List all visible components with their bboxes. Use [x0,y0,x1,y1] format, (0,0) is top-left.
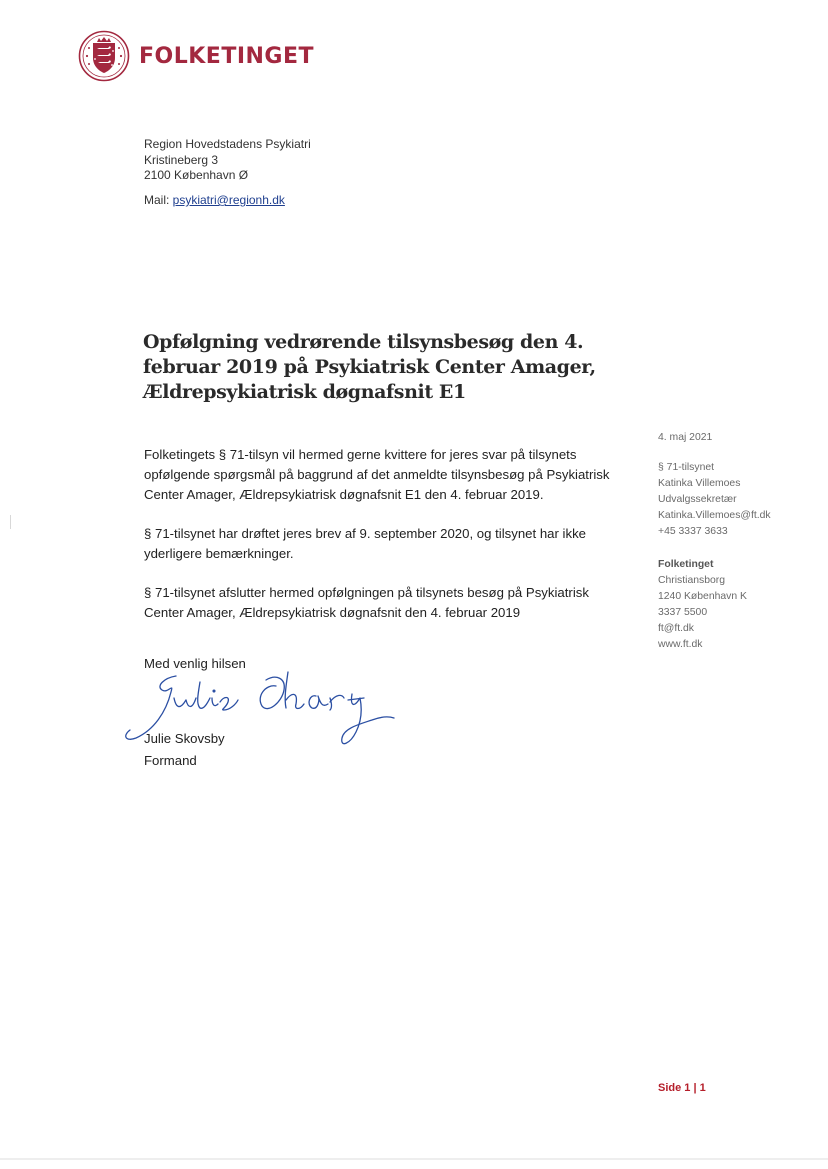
org-line: Christiansborg [658,575,725,586]
org-block [658,557,818,653]
recipient-line: Region Hovedstadens Psykiatri [144,137,311,151]
org-website[interactable]: www.ft.dk [658,639,703,650]
contact-block [658,460,818,540]
letter-date: 4. maj 2021 [658,432,713,443]
folketinget-logo [78,30,314,82]
org-email[interactable]: ft@ft.dk [658,623,694,634]
body-paragraph: Folketingets § 71-tilsyn vil hermed gerne kvittere for jeres svar på tilsynets opfølgende spørgsmål på baggrund af det anmeldte tilsynsbesøg på Psykiatrisk Center Amager, Ældrepsykiatrisk døgnafsnit E1 den 4. februar 2019. [144,447,610,502]
recipient-line: Kristineberg 3 [144,152,219,167]
org-name-heading: FOLKETINGET [139,43,315,69]
coat-of-arms-icon [78,30,130,82]
signer-name: Julie Skovsby [144,731,225,746]
org-phone: 3337 5500 [658,607,708,618]
body-paragraph: § 71-tilsynet afslutter hermed opfølgningen på tilsynets besøg på Psykiatrisk Center Amager, Ældrepsykiatrisk døgnafsnit den 4. februar 2019 [144,585,589,620]
recipient-address [144,137,311,184]
recipient-mail [144,193,285,207]
contact-email[interactable]: Katinka.Villemoes@ft.dk [658,510,771,521]
mail-label: Mail: [144,193,173,207]
bottom-divider [0,1158,828,1160]
contact-line: Udvalgssekretær [658,494,737,505]
contact-line: Katinka Villemoes [658,478,741,489]
page-number: Side 1 | 1 [658,1082,706,1094]
org-line: 1240 København K [658,591,747,602]
signer-title: Formand [144,753,197,768]
contact-phone: +45 3337 3633 [658,526,728,537]
closing-greeting: Med venlig hilsen [144,656,246,671]
margin-mark [10,515,11,529]
sidebar-info [658,430,818,670]
contact-line: § 71-tilsynet [658,462,715,473]
org-name: Folketinget [658,559,714,570]
body-paragraph: § 71-tilsynet har drøftet jeres brev af 9. september 2020, og tilsynet har ikke yderligere bemærkninger. [144,526,587,561]
letter-title: Opfølgning vedrørende tilsynsbesøg den 4. februar 2019 på Psykiatrisk Center Amager, Ældrepsykiatrisk døgnafsnit E1 [143,331,596,403]
mail-link[interactable]: psykiatri@regionh.dk [172,193,285,207]
signer-block [144,728,225,772]
recipient-line: 2100 København Ø [144,168,249,182]
letter-body [144,445,620,642]
